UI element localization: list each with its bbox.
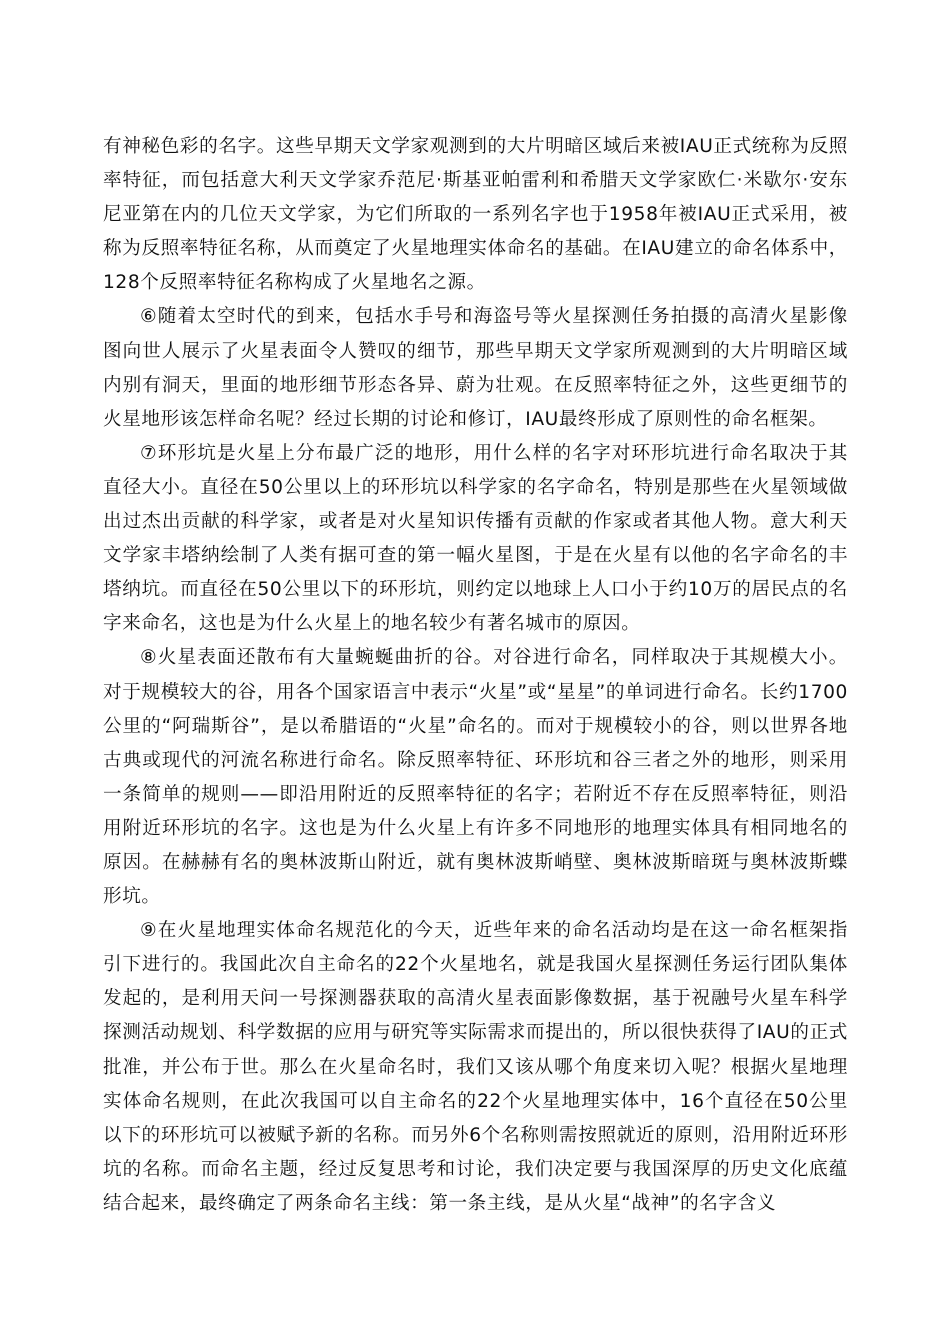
paragraph-continued: 有神秘色彩的名字。这些早期天文学家观测到的大片明暗区域后来被IAU正式统称为反照率特征，而包括意大利天文学家乔范尼·斯基亚帕雷利和希腊天文学家欧仁·米歇尔·安东尼亚第在内的几位天文学家，为它们所取的一系列名字也于1958年被IAU正式采用，被称为反照率特征名称，从而奠定了火星地理实体命名的基础。在IAU建立的命名体系中，128个反照率特征名称构成了火星地名之源。 <box>103 136 848 294</box>
paragraph-6: ⑥随着太空时代的到来，包括水手号和海盗号等火星探测任务拍摄的高清火星影像图向世人展示了火星表面令人赞叹的细节，那些早期天文学家所观测到的大片明暗区域内别有洞天，里面的地形细节形态各异、蔚为壮观。在反照率特征之外，这些更细节的火星地形该怎样命名呢？经过长期的讨论和修订，IAU最终形成了原则性的命名框架。 <box>103 306 848 430</box>
paragraph-9: ⑨在火星地理实体命名规范化的今天，近些年来的命名活动均是在这一命名框架指引下进行的。我国此次自主命名的22个火星地名，就是我国火星探测任务运行团队集体发起的，是利用天问一号探测器获取的高清火星表面影像数据，基于祝融号火星车科学探测活动规划、科学数据的应用与研究等实际需求而提出的，所以很快获得了IAU的正式批准，并公布于世。那么在火星命名时，我们又该从哪个角度来切入呢？根据火星地理实体命名规则，在此次我国可以自主命名的22个火星地理实体中，16个直径在50公里以下的环形坑可以被赋予新的名称。而另外6个名称则需按照就近的原则，沿用附近环形坑的名称。而命名主题，经过反复思考和讨论，我们决定要与我国深厚的历史文化底蕴结合起来，最终确定了两条命名主线：第一条主线，是从火星“战神”的名字含义 <box>103 920 848 1214</box>
document-page <box>103 130 848 1221</box>
paragraph-8: ⑧火星表面还散布有大量蜿蜒曲折的谷。对谷进行命名，同样取决于其规模大小。对于规模较大的谷，用各个国家语言中表示“火星”或“星星”的单词进行命名。长约1700公里的“阿瑞斯谷”，是以希腊语的“火星”命名的。而对于规模较小的谷，则以世界各地古典或现代的河流名称进行命名。除反照率特征、环形坑和谷三者之外的地形，则采用一条简单的规则——即沿用附近的反照率特征的名字；若附近不存在反照率特征，则沿用附近环形坑的名字。这也是为什么火星上有许多不同地形的地理实体具有相同地名的原因。在赫赫有名的奥林波斯山附近，就有奥林波斯峭壁、奥林波斯暗斑与奥林波斯蝶形坑。 <box>103 647 848 908</box>
paragraph-7: ⑦环形坑是火星上分布最广泛的地形，用什么样的名字对环形坑进行命名取决于其直径大小。直径在50公里以上的环形坑以科学家的名字命名，特别是那些在火星领域做出过杰出贡献的科学家，或者是对火星知识传播有贡献的作家或者其他人物。意大利天文学家丰塔纳绘制了人类有据可查的第一幅火星图，于是在火星有以他的名字命名的丰塔纳坑。而直径在50公里以下的环形坑，则约定以地球上人口小于约10万的居民点的名字来命名，这也是为什么火星上的地名较少有著名城市的原因。 <box>103 442 848 635</box>
